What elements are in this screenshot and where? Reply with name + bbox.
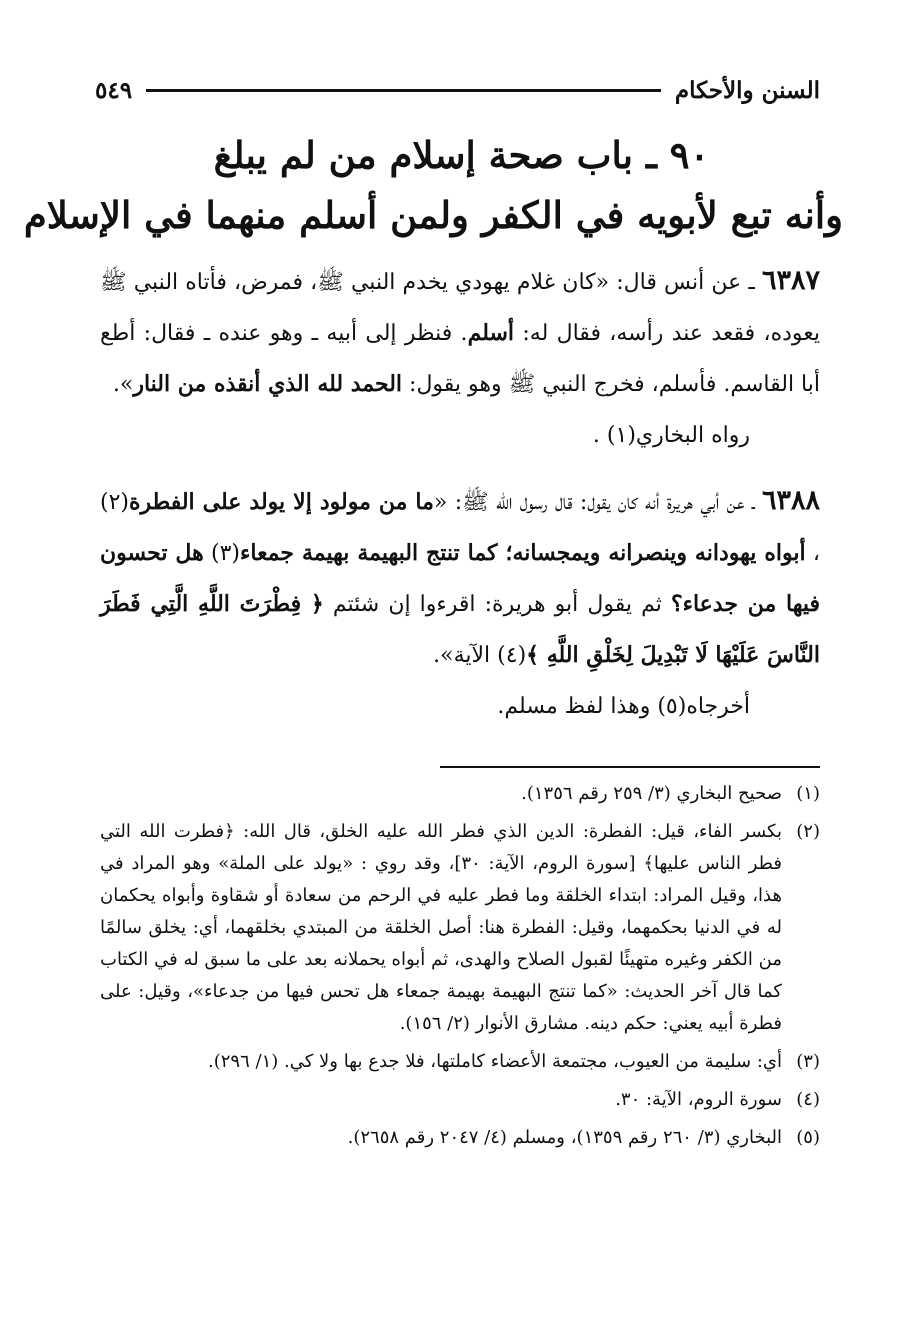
hadith-text: (٢) ، bbox=[100, 490, 821, 566]
hadith-6388 bbox=[100, 475, 820, 681]
hadith-source: أخرجاه(٥) وهذا لفظ مسلم. bbox=[497, 694, 750, 719]
footnote-mark: (٣) bbox=[796, 1051, 820, 1072]
main-text bbox=[100, 255, 820, 732]
spacer bbox=[100, 461, 820, 475]
running-head-title: السنن والأحكام bbox=[674, 76, 820, 104]
footnote-text: البخاري (٣/ ٢٦٠ رقم ١٣٥٩)، ومسلم (٤/ ٢٠٤٧ رقم ٢٦٥٨). bbox=[347, 1127, 782, 1148]
hadith-source: رواه البخاري(١) . bbox=[592, 423, 750, 448]
page-number: ٥٤٩ bbox=[95, 76, 133, 104]
hadith-text: ثم يقول أبو هريرة: اقرءوا إن شئتم bbox=[323, 592, 671, 617]
hadith-text: ـ عن أبي هريرة أنه كان يقول: قال رسول الله ﷺ: « bbox=[433, 490, 755, 515]
hadith-quote: الحمد لله الذي أنقذه من النار bbox=[133, 371, 403, 397]
footnote-mark: (٢) bbox=[796, 821, 820, 842]
footnote-separator bbox=[440, 766, 820, 768]
hadith-text: ـ عن أنس قال: «كان غلام يهودي يخدم النبي ﷺ، فمرض، فأتاه النبي ﷺ يعوده، فقعد عند رأسه، فقال له: bbox=[100, 270, 820, 346]
hadith-text: ». bbox=[112, 372, 134, 397]
footnote-mark: (٤) bbox=[796, 1089, 820, 1110]
hadith-text: (٣) bbox=[203, 541, 241, 566]
running-head bbox=[95, 70, 820, 110]
hadith-text: (٤) الآية». bbox=[433, 643, 527, 668]
footnote-text: صحيح البخاري (٣/ ٢٥٩ رقم ١٣٥٦). bbox=[521, 783, 782, 804]
footnote-3 bbox=[100, 1046, 820, 1078]
header-rule bbox=[146, 89, 661, 92]
footnote-text: سورة الروم، الآية: ٣٠. bbox=[615, 1089, 782, 1110]
footnotes bbox=[100, 778, 820, 1160]
hadith-quote: أسلم bbox=[467, 320, 515, 346]
footnote-4 bbox=[100, 1084, 820, 1116]
chapter-title-line1: ٩٠ ـ باب صحة إسلام من لم يبلغ bbox=[213, 133, 710, 177]
footnote-mark: (١) bbox=[796, 783, 820, 804]
hadith-text: . فنظر إلى أبيه ـ وهو عنده ـ فقال: أطع أبا القاسم. فأسلم، فخرج النبي ﷺ وهو يقول: bbox=[100, 321, 820, 397]
hadith-quote: هل تحسون فيها من جدعاء؟ bbox=[100, 540, 820, 617]
hadith-quote: أبواه يهودانه وينصرانه ويمجسانه؛ كما تنتج البهيمة بهيمة جمعاء bbox=[240, 540, 806, 566]
hadith-number: ٦٣٨٨ bbox=[761, 485, 820, 516]
footnote-2 bbox=[100, 816, 820, 1040]
chapter-title-line2: وأنه تبع لأبويه في الكفر ولمن أسلم منهما في الإسلام bbox=[23, 193, 843, 237]
footnote-mark: (٥) bbox=[796, 1127, 820, 1148]
footnote-1 bbox=[100, 778, 820, 810]
hadith-number: ٦٣٨٧ bbox=[761, 265, 820, 296]
footnote-5 bbox=[100, 1122, 820, 1154]
chapter-title bbox=[23, 125, 843, 245]
hadith-6387 bbox=[100, 255, 820, 410]
footnote-text: أي: سليمة من العيوب، مجتمعة الأعضاء كاملتها، فلا جدع بها ولا كي. (١/ ٢٩٦). bbox=[208, 1051, 782, 1072]
quran-verse: ﴿ فِطْرَتَ اللَّهِ الَّتِي فَطَرَ النَّاسَ عَلَيْهَا لَا تَبْدِيلَ لِخَلْقِ اللَّهِ ﴾ bbox=[100, 591, 820, 668]
footnote-text: بكسر الفاء، قيل: الفطرة: الدين الذي فطر الله عليه الخلق، قال الله: ﴿فطرت الله التي فطر الناس عليها﴾ [سورة الروم، الآية: ٣٠]، وقد روي : «يولد على الملة» وهو المراد في هذا، وقيل المراد: ابتداء الخلقة وما فطر عليه في الرحم من سعادة أو شقاوة وأبواه يحكمان له في الدنيا بحكمهما، وقيل: الفطرة هنا: أصل الخلقة من المبتدي بخلقهما، أي: يخلق سالمًا من الكفر وغيره متهيئًا لقبول الصلاح والهدى، ثم أبواه يحملانه بعد على ما سبق له في الكتاب كما قال آخر الحديث: «كما تنتج البهيمة بهيمة جمعاء هل تحس فيها من جدعاء»، وقيل: على فطرة أبيه يعني: حكم دينه. مشارق الأنوار (٢/ ١٥٦). bbox=[100, 821, 783, 1034]
hadith-quote: ما من مولود إلا يولد على الفطرة bbox=[129, 489, 434, 515]
